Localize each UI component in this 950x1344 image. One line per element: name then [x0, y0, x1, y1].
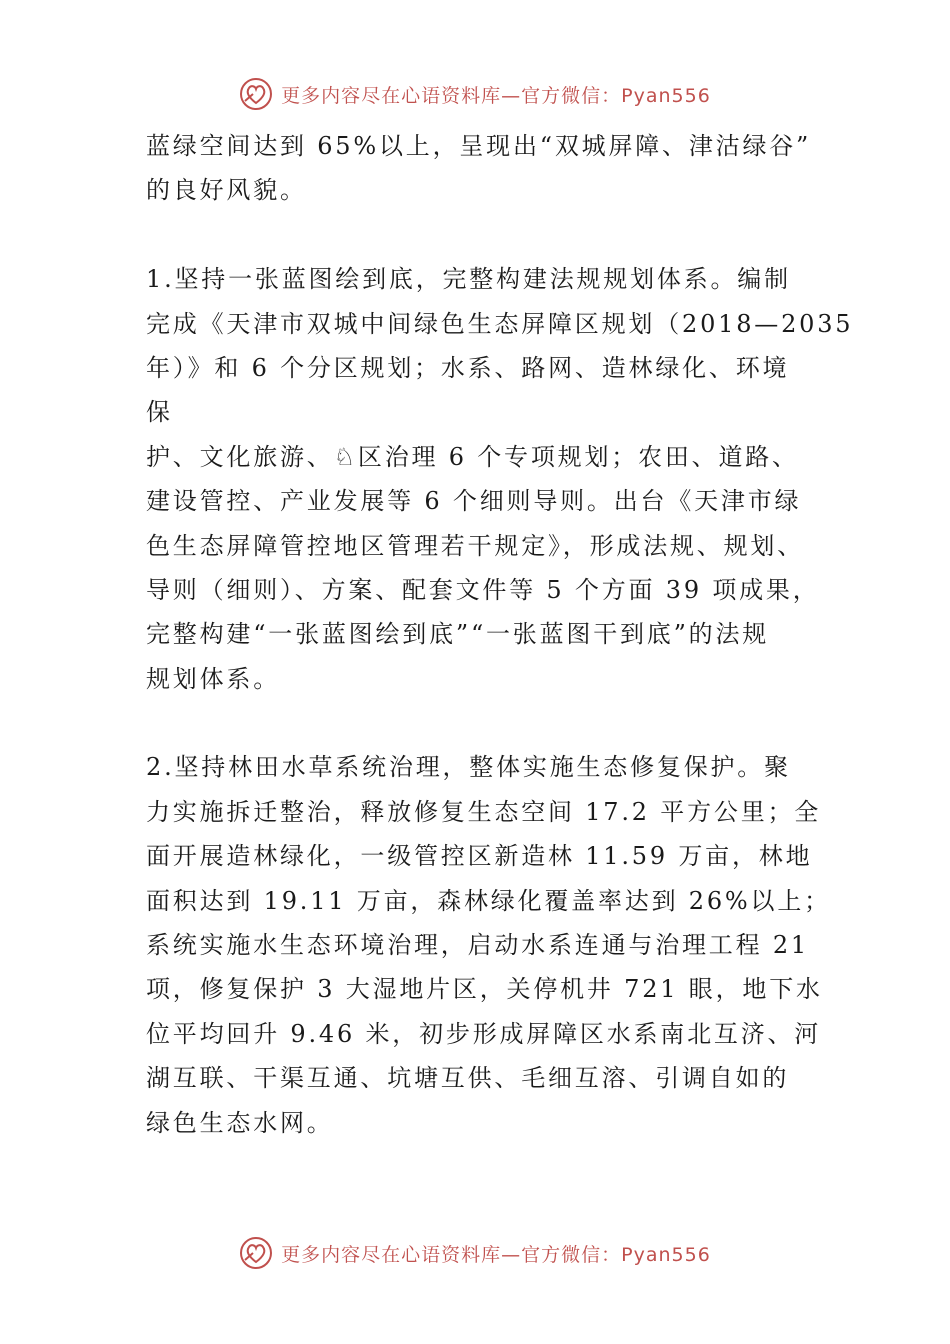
text-line: 1.坚持一张蓝图绘到底，完整构建法规规划体系。编制	[146, 265, 791, 294]
text-line: 规划体系。	[146, 664, 280, 693]
heart-logo-icon	[239, 1236, 273, 1270]
text-line: 系统实施水生态环境治理，启动水系连通与治理工程 21	[146, 931, 809, 960]
watermark-text: 更多内容尽在心语资料库—官方微信：Pyan556	[281, 1243, 711, 1266]
text-line: 位平均回升 9.46 米，初步形成屏障区水系南北互济、河	[146, 1019, 822, 1048]
text-line: 完成《天津市双城中间绿色生态屏障区规划（2018—2035	[146, 309, 854, 338]
text-line: 2.坚持林田水草系统治理，整体实施生态修复保护。聚	[146, 753, 791, 782]
text-line: 色生态屏障管控地区管理若干规定》，形成法规、规划、	[146, 531, 804, 560]
paragraph-2	[146, 257, 854, 701]
text-line: 湖互联、干渠互通、坑塘互供、毛细互溶、引调自如的	[146, 1064, 790, 1093]
document-body	[146, 124, 854, 1145]
text-line: 的良好风貌。	[146, 176, 307, 205]
paragraph-gap	[146, 701, 816, 745]
text-line: 建设管控、产业发展等 6 个细则导则。出台《天津市绿	[146, 487, 802, 516]
paragraph-gap	[146, 213, 816, 257]
text-line: 面积达到 19.11 万亩，森林绿化覆盖率达到 26%以上；	[146, 886, 831, 915]
text-line: 项，修复保护 3 大湿地片区，关停机井 721 眼，地下水	[146, 975, 823, 1004]
text-line: 年）》和 6 个分区规划；水系、路网、造林绿化、环境	[146, 353, 790, 382]
text-line: 导则（细则）、方案、配套文件等 5 个方面 39 项成果，	[146, 575, 820, 604]
text-line: 保	[146, 398, 173, 427]
text-line: 护、文化旅游、♘区治理 6 个专项规划；农田、道路、	[146, 442, 799, 471]
watermark-text: 更多内容尽在心语资料库—官方微信：Pyan556	[281, 84, 711, 107]
header-watermark	[0, 77, 950, 111]
paragraph-1	[146, 124, 816, 213]
text-line: 蓝绿空间达到 65%以上，呈现出“双城屏障、津沽绿谷”	[146, 132, 812, 160]
text-line: 面开展造林绿化，一级管控区新造林 11.59 万亩，林地	[146, 842, 813, 871]
text-line: 完整构建“一张蓝图绘到底”“一张蓝图干到底”的法规	[146, 620, 770, 649]
text-line: 绿色生态水网。	[146, 1108, 334, 1137]
footer-watermark	[0, 1236, 950, 1270]
text-line: 力实施拆迁整治，释放修复生态空间 17.2 平方公里；全	[146, 797, 822, 826]
paragraph-3	[146, 745, 831, 1145]
heart-logo-icon	[239, 77, 273, 111]
